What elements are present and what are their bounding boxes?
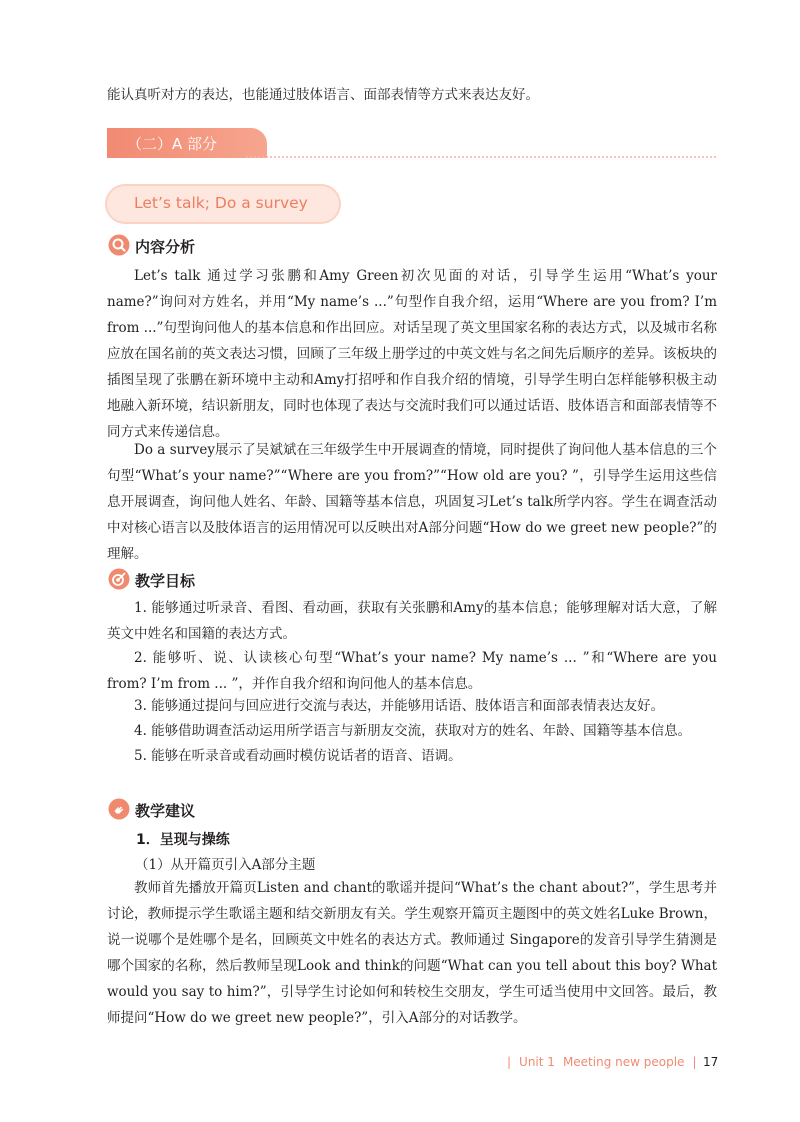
intro-line: 能认真听对方的表达，也能通过肢体语言、面部表情等方式来表达友好。 <box>107 87 539 103</box>
goal-item: 5. 能够在听录音或看动画时模仿说话者的语音、语调。 <box>134 748 462 764</box>
teaching-advice-title: 教学建议 <box>135 802 196 820</box>
footer-title: Meeting new people <box>562 1055 685 1069</box>
teaching-goals-title: 教学目标 <box>135 572 196 590</box>
teaching-goals-heading <box>135 570 195 591</box>
running-footer: | Unit 1 Meeting new people | <box>507 1055 697 1069</box>
lesson-pill <box>107 186 339 222</box>
section-header <box>107 128 267 158</box>
subsubsection-title: （1）从开篇页引入A部分主题 <box>135 857 316 873</box>
subsection-title: 1．呈现与操练 <box>136 832 230 848</box>
section-title: （二）A 部分 <box>127 135 218 153</box>
lesson-pill-label: Let’s talk; Do a survey <box>134 194 308 212</box>
section-divider <box>245 156 717 158</box>
goal-item: 3. 能够通过提问与回应进行交流与表达，并能够用话语、肢体语言和面部表情表达友好。 <box>134 698 665 714</box>
goal-item: 1. 能够通过听录音、看图、看动画，获取有关张鹏和Amy的基本信息；能够理解对话大意，了解英文中姓名和国籍的表达方式。 <box>107 600 717 642</box>
teaching-advice-heading <box>135 800 195 821</box>
teaching-advice-para: 教师首先播放开篇页Listen and chant的歌谣并提问“What’s the chant about?”，学生思考并讨论，教师提示学生歌谣主题和结交新朋友有关。学生观察开篇页主题图中的英文姓名Luke Brown，说一说哪个是姓哪个是名，回顾英文中姓名的表达方式。教师通过 Singapore的发音引导学生猜测是哪个国家的名称，然后教师呈现Look and think的问题“What can you tell about this boy? What would you say to him?”，引导学生讨论如何和转校生交朋友，学生可适当使用中文回答。最后，教师提问“How do we greet new people?”，引入A部分的对话教学。 <box>107 880 717 1026</box>
content-analysis-para-1: Let’s talk 通过学习张鹏和Amy Green初次见面的对话，引导学生运用“What’s your name?”询问对方姓名，并用“My name’s ...”句型作自我介绍，运用“Where are you from? I’m from ...”句型询问他人的基本信息和作出回应。对话呈现了英文里国家名称的表达方式，以及城市名称应放在国名前的英文表达习惯，回顾了三年级上册学过的中英文姓与名之间先后顺序的差异。该板块的插图呈现了张鹏在新环境中主动和Amy打招呼和作自我介绍的情境，引导学生明白怎样能够积极主动地融入新环境，结识新朋友，同时也体现了表达与交流时我们可以通过话语、肢体语言和面部表情等不同方式来传递信息。 <box>107 268 717 440</box>
content-analysis-para-2: Do a survey展示了吴斌斌在三年级学生中开展调查的情境，同时提供了询问他人基本信息的三个句型“What’s your name?”“Where are you from?”“How old are you? ”，引导学生运用这些信息开展调查，询问他人姓名、年龄、国籍等基本信息，巩固复习Let’s talk所学内容。学生在调查活动中对核心语言以及肢体语言的运用情况可以反映出对A部分问题“How do we greet new people?”的理解。 <box>107 442 717 562</box>
hand-icon <box>108 798 130 820</box>
goal-item: 2. 能够听、说、认读核心句型“What’s your name? My name’s ... ”和“Where are you from? I’m from ... ”，并作自我介绍和询问他人的基本信息。 <box>107 650 717 692</box>
footer-unit: Unit 1 <box>519 1055 555 1069</box>
page-number: 17 <box>703 1055 719 1069</box>
content-analysis-heading <box>135 236 195 257</box>
goal-item: 4. 能够借助调查活动运用所学语言与新朋友交流，获取对方的姓名、年龄、国籍等基本信息。 <box>134 723 692 739</box>
target-icon <box>108 568 130 590</box>
content-analysis-title: 内容分析 <box>135 238 196 256</box>
magnifier-icon <box>108 234 130 256</box>
